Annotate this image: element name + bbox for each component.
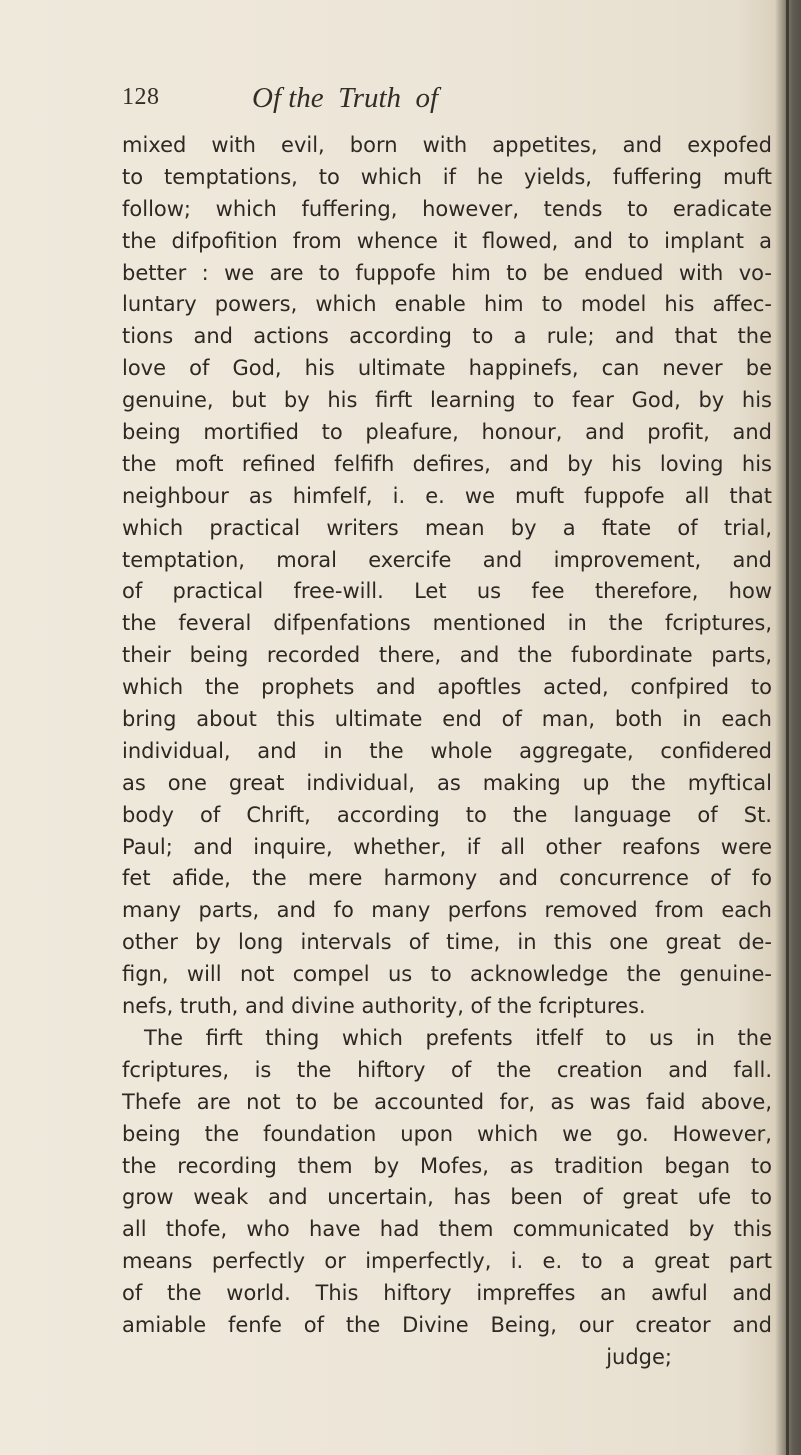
text-line: many parts, and fo many perfons removed from each [122, 898, 772, 923]
text-line: being mortified to pleafure, honour, and profit, and [122, 420, 772, 445]
text-line: neighbour as himfelf, i. e. we muft fuppofe all that [122, 483, 772, 508]
text-line: Paul; and inquire, whether, if all other reafons were [122, 834, 772, 859]
text-line: the feveral difpenfations mentioned in the fcriptures, [122, 611, 772, 636]
text-line: means perfectly or imperfectly, i. e. to a great part [122, 1249, 772, 1274]
text-line: being the foundation upon which we go. However, [122, 1121, 772, 1146]
text-line: mixed with evil, born with appetites, and expofed [122, 133, 772, 157]
text-line: which practical writers mean by a ftate of trial, [122, 515, 772, 540]
text-line: individual, and in the whole aggregate, confidered [122, 738, 772, 763]
text-line: other by long intervals of time, in this one great de- [122, 930, 772, 955]
running-head [122, 84, 682, 124]
text-line: grow weak and uncertain, has been of great ufe to [122, 1185, 772, 1210]
text-line: bring about this ultimate end of man, both in each [122, 707, 772, 732]
text-line: of practical free-will. Let us fee therefore, how [122, 579, 772, 604]
text-line: amiable fenfe of the Divine Being, our creator and [122, 1312, 772, 1337]
text-line: all thofe, who have had them communicated by this [122, 1217, 772, 1242]
text-line: as one great individual, as making up the myftical [122, 770, 772, 795]
text-line: their being recorded there, and the fubordinate parts, [122, 643, 772, 668]
running-head-title: Of the Truth of [252, 82, 439, 114]
text-line: to temptations, to which if he yields, fuffering muft [122, 164, 772, 189]
text-line: which the prophets and apoftles acted, confpired to [122, 675, 772, 700]
text-line: tions and actions according to a rule; and that the [122, 324, 772, 349]
text-line: Thefe are not to be accounted for, as was faid above, [122, 1089, 772, 1114]
page-binding-edge [786, 0, 789, 1455]
text-line: fcriptures, is the hiftory of the creation and fall. [122, 1057, 772, 1082]
text-line: body of Chrift, according to the language of St. [122, 802, 772, 827]
text-line: fet afide, the mere harmony and concurrence of fo [122, 866, 772, 891]
text-line: follow; which fuffering, however, tends to eradicate [122, 196, 772, 221]
text-line: nefs, truth, and divine authority, of the fcriptures. [122, 994, 646, 1019]
text-line: luntary powers, which enable him to model his affec- [122, 292, 772, 317]
text-line: genuine, but by his firft learning to fear God, by his [122, 388, 772, 413]
body-text [122, 130, 772, 1374]
text-line: the recording them by Mofes, as tradition began to [122, 1153, 772, 1178]
page-number: 128 [122, 84, 160, 110]
text-line: of the world. This hiftory impreffes an awful and [122, 1281, 772, 1306]
text-line: love of God, his ultimate happinefs, can never be [122, 356, 772, 381]
text-line: fign, will not compel us to acknowledge the genuine- [122, 962, 772, 987]
text-line: the moft refined felfifh defires, and by his loving his [122, 451, 772, 476]
text-line: temptation, moral exercife and improvement, and [122, 547, 772, 572]
text-line: better : we are to fuppofe him to be endued with vo- [122, 260, 772, 285]
catchword: judge; [606, 1344, 672, 1369]
text-line: the difpofition from whence it flowed, and to implant a [122, 228, 772, 253]
paragraph-start-line: The firft thing which prefents itfelf to us in the [144, 1025, 772, 1050]
